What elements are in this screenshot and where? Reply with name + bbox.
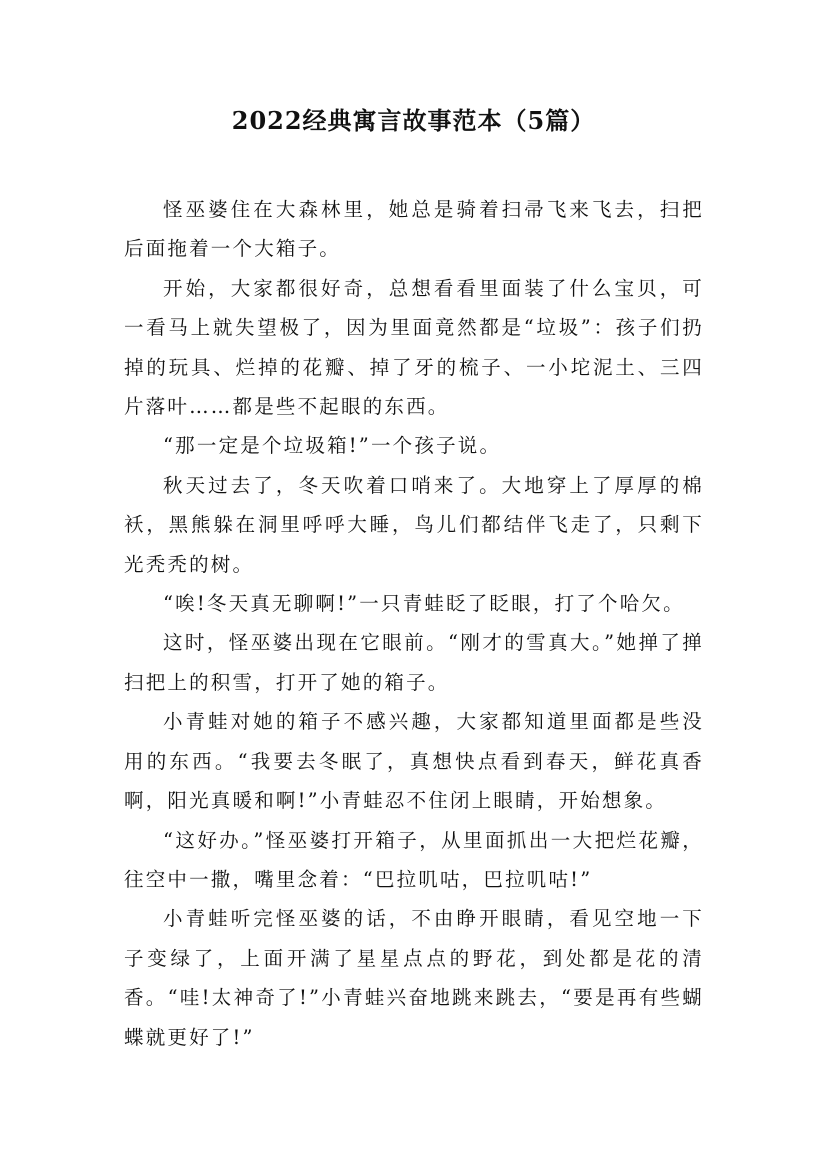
- document-body: [124, 190, 704, 1057]
- paragraph: 怪巫婆住在大森林里，她总是骑着扫帚飞来飞去，扫把后面拖着一个大箱子。: [124, 198, 704, 261]
- paragraph: 这时，怪巫婆出现在它眼前。“刚才的雪真大。”她掸了掸扫把上的积雪，打开了她的箱子。: [124, 631, 704, 694]
- paragraph: 小青蛙对她的箱子不感兴趣，大家都知道里面都是些没用的东西。“我要去冬眠了，真想快点看到春天，鲜花真香啊，阳光真暖和啊!”小青蛙忍不住闭上眼睛，开始想象。: [124, 710, 704, 813]
- paragraph: “这好办。”怪巫婆打开箱子，从里面抓出一大把烂花瓣，往空中一撒，嘴里念着：“巴拉叽咕，巴拉叽咕!”: [124, 828, 704, 891]
- paragraph: 秋天过去了，冬天吹着口哨来了。大地穿上了厚厚的棉袄，黑熊躲在洞里呼呼大睡，鸟儿们都结伴飞走了，只剩下光秃秃的树。: [124, 473, 704, 576]
- document-title: 2022经典寓言故事范本（5篇）: [231, 106, 596, 135]
- paragraph: “那一定是个垃圾箱!”一个孩子说。: [163, 434, 502, 458]
- paragraph: 小青蛙听完怪巫婆的话，不由睁开眼睛，看见空地一下子变绿了，上面开满了星星点点的野花，到处都是花的清香。“哇!太神奇了!”小青蛙兴奋地跳来跳去，“要是再有些蝴蝶就更好了!”: [124, 907, 704, 1049]
- paragraph: 开始，大家都很好奇，总想看看里面装了什么宝贝，可一看马上就失望极了，因为里面竟然都是“垃圾”：孩子们扔掉的玩具、烂掉的花瓣、掉了牙的梳子、一小坨泥土、三四片落叶……都是些不起眼的东西。: [124, 276, 704, 419]
- paragraph: “唉!冬天真无聊啊!”一只青蛙眨了眨眼，打了个哈欠。: [163, 592, 685, 616]
